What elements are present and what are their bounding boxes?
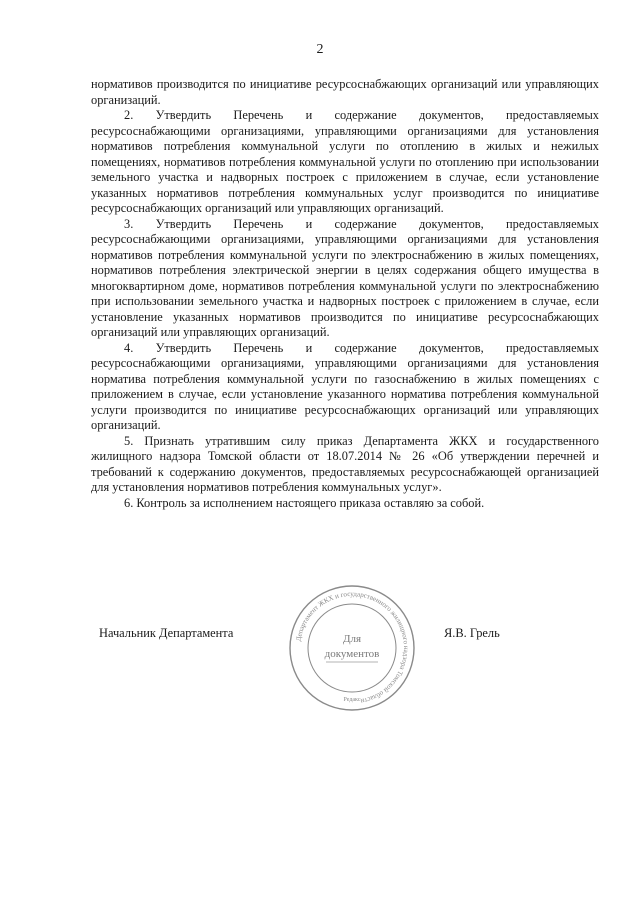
- paragraph-item-3: 3. Утвердить Перечень и содержание документов, предоставляемых ресурсоснабжающими организациями, управляющими организациями для установления нормативов потребления коммунальной услуги по электроснабжению в жилых помещениях, нормативов потребления электрической энергии в целях содержания общего имущества в многоквартирном доме, нормативов потребления коммунальной услуги по электроснабжению при использовании земельного участка и надворных построек с приложением в случае, если установление указанных нормативов производится по инициативе ресурсоснабжающих организаций или управляющих организаций.: [91, 216, 599, 339]
- paragraph-item-6: 6. Контроль за исполнением настоящего приказа оставляю за собой.: [124, 495, 485, 510]
- signatory-name: Я.В. Грель: [444, 626, 500, 640]
- paragraph-continuation: нормативов производится по инициативе ресурсоснабжающих организаций или управляющих организаций.: [91, 77, 599, 107]
- paragraph-item-2: 2. Утвердить Перечень и содержание документов, предоставляемых ресурсоснабжающими организациями, управляющими организациями для установления нормативов потребления коммунальной услуги по отоплению в жилых и нежилых помещениях, нормативов потребления коммунальной услуги по отоплению при использовании земельного участка и надворных построек с приложением в случае, если установление указанных нормативов потребления коммунальных услуг производится по инициативе ресурсоснабжающих организаций или управляющих организаций.: [91, 108, 599, 215]
- signatory-position: Начальник Департамента: [99, 626, 234, 640]
- document-body: [91, 77, 599, 511]
- paragraph-item-4: 4. Утвердить Перечень и содержание документов, предоставляемых ресурсоснабжающими организациями, управляющими организациями для установления норматива потребления коммунальной услуги по газоснабжению в жилых помещениях с приложением в случае, если установление указанного норматива потребления коммунальной услуги производится по инициативе ресурсоснабжающих организаций или управляющих организаций.: [91, 340, 599, 432]
- stamp-center-line-2: документов: [324, 648, 380, 660]
- page-number: 2: [316, 42, 324, 57]
- paragraph-item-5: 5. Признать утратившим силу приказ Департамента ЖКХ и государственного жилищного надзора Томской области от 18.07.2014 № 26 «Об утверждении перечней и требований к содержанию документов, предоставляемых ресурсоснабжающей организацией для установления нормативов потребления коммунальных услуг».: [91, 433, 599, 494]
- stamp-bottom-text: Редакс: [343, 697, 361, 703]
- stamp-ring-text: Департамент ЖКХ и государственного жилищного надзора Томской области: [294, 589, 411, 706]
- official-stamp: [286, 582, 418, 714]
- stamp-center-line-1: Для: [342, 633, 362, 645]
